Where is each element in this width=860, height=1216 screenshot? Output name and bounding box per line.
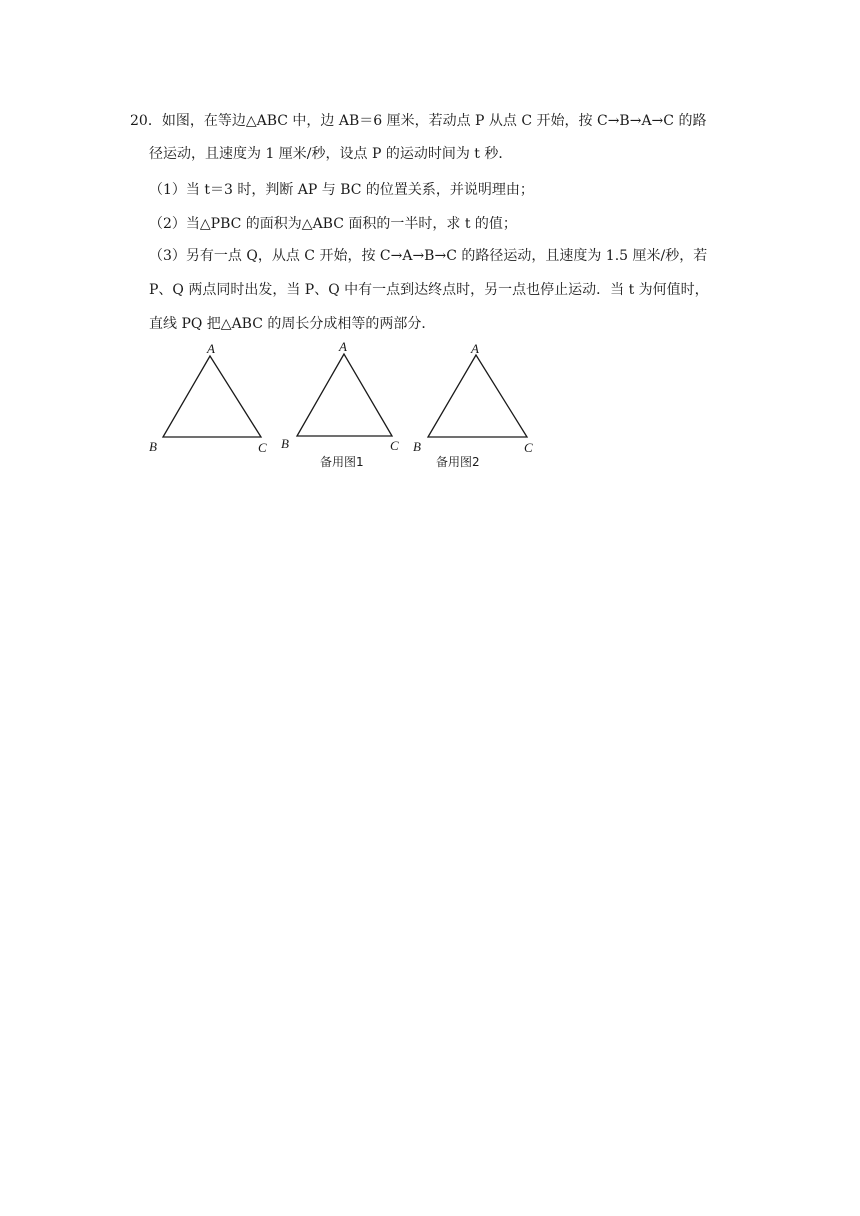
triangle-figure-backup-2 bbox=[413, 341, 533, 469]
triangle-figure-main bbox=[149, 341, 267, 455]
triangle-figure-backup-1 bbox=[281, 340, 399, 469]
vertex-label-a: A bbox=[207, 341, 215, 356]
vertex-label-c: C bbox=[258, 440, 267, 455]
question-text-line-2: 径运动，且速度为 1 厘米/秒，设点 P 的运动时间为 t 秒． bbox=[149, 146, 513, 162]
vertex-label-b: B bbox=[281, 436, 289, 451]
subquestion-3-line-2: P、Q 两点同时出发，当 P、Q 中有一点到达终点时，另一点也停止运动．当 t 为何值时， bbox=[149, 282, 709, 298]
vertex-label-c: C bbox=[390, 438, 399, 453]
triangle-abc bbox=[163, 356, 261, 437]
question-text-line-1: 20．如图，在等边△ABC 中，边 AB＝6 厘米，若动点 P 从点 C 开始，按 C→B→A→C 的路 bbox=[130, 113, 707, 129]
subquestion-3-line-1: （3）另有一点 Q，从点 C 开始，按 C→A→B→C 的路径运动，且速度为 1.5 厘米/秒，若 bbox=[149, 248, 708, 264]
vertex-label-c: C bbox=[524, 440, 533, 455]
vertex-label-a: A bbox=[339, 340, 347, 354]
triangle-abc bbox=[428, 355, 527, 437]
figure-caption: 备用图2 bbox=[436, 455, 480, 469]
figure-caption: 备用图1 bbox=[320, 455, 364, 469]
subquestion-2: （2）当△PBC 的面积为△ABC 面积的一半时，求 t 的值； bbox=[149, 216, 517, 232]
subquestion-1: （1）当 t＝3 时，判断 AP 与 BC 的位置关系，并说明理由； bbox=[149, 182, 534, 198]
triangle-abc bbox=[297, 354, 392, 436]
vertex-label-a: A bbox=[471, 341, 479, 356]
triangle-figures bbox=[140, 340, 560, 475]
vertex-label-b: B bbox=[149, 439, 157, 454]
subquestion-3-line-3: 直线 PQ 把△ABC 的周长分成相等的两部分． bbox=[149, 316, 436, 332]
vertex-label-b: B bbox=[413, 439, 421, 454]
